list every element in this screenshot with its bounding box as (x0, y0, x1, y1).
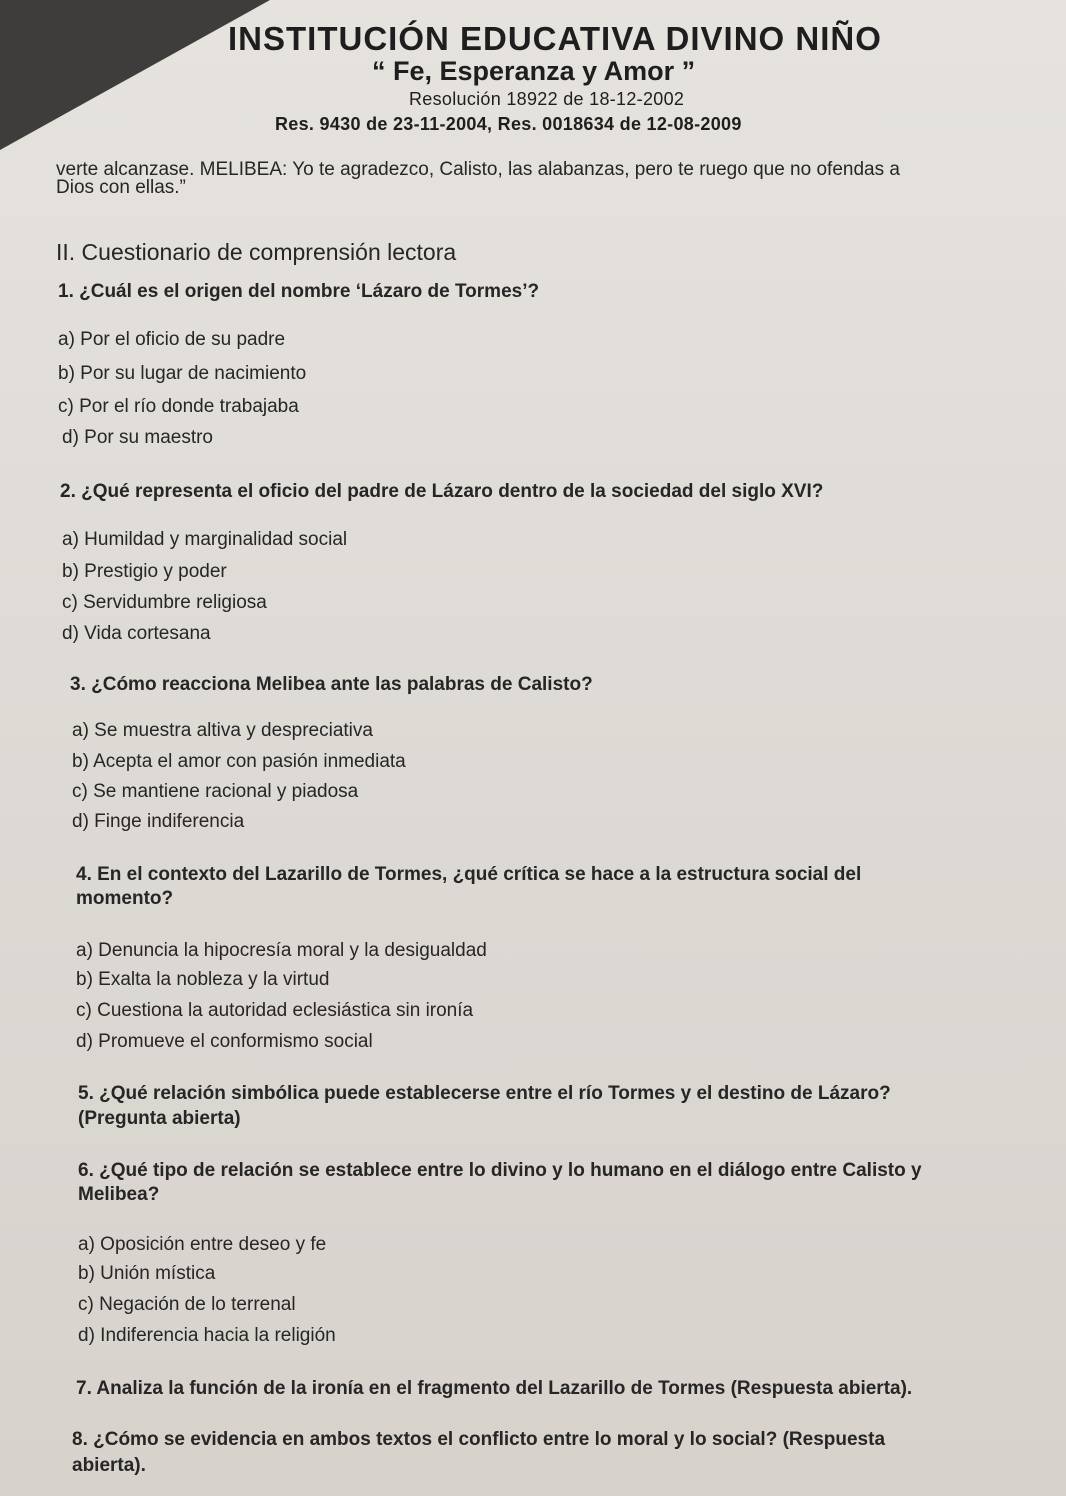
institution-name: INSTITUCIÓN EDUCATIVA DIVINO NIÑO (228, 20, 882, 57)
q3-option-c: c) Se mantiene racional y piadosa (72, 781, 359, 802)
question-2: 2. ¿Qué representa el oficio del padre de Lázaro dentro de la sociedad del siglo XVI? (60, 481, 824, 502)
q1-option-a: a) Por el oficio de su padre (58, 329, 286, 350)
question-6-line-1: 6. ¿Qué tipo de relación se establece entre lo divino y lo humano en el diálogo entre Calisto y (78, 1160, 922, 1181)
question-8-line-1: 8. ¿Cómo se evidencia en ambos textos el conflicto entre lo moral y lo social? (Respuesta (72, 1429, 886, 1450)
q6-option-b: b) Unión mística (78, 1263, 216, 1284)
q2-option-b: b) Prestigio y poder (62, 561, 227, 582)
intro-text-line-2: Dios con ellas.” (56, 177, 186, 198)
q3-option-b: b) Acepta el amor con pasión inmediata (72, 751, 406, 772)
q3-option-d: d) Finge indiferencia (72, 811, 245, 832)
q2-option-d: d) Vida cortesana (62, 623, 211, 644)
question-4-line-2: momento? (76, 888, 174, 909)
q4-option-c: c) Cuestiona la autoridad eclesiástica sin ironía (76, 1000, 474, 1021)
question-3: 3. ¿Cómo reacciona Melibea ante las palabras de Calisto? (70, 674, 593, 695)
resolution-line-2: Res. 9430 de 23-11-2004, Res. 0018634 de 12-08-2009 (275, 114, 742, 134)
section-title: II. Cuestionario de comprensión lectora (56, 239, 457, 265)
q1-option-d: d) Por su maestro (62, 427, 213, 448)
q2-option-a: a) Humildad y marginalidad social (62, 529, 348, 550)
q6-option-d: d) Indiferencia hacia la religión (78, 1325, 336, 1346)
question-7: 7. Analiza la función de la ironía en el fragmento del Lazarillo de Tormes (Respuesta abierta). (76, 1378, 913, 1399)
resolution-line-1: Resolución 18922 de 18-12-2002 (409, 89, 685, 109)
question-5-line-2: (Pregunta abierta) (78, 1108, 241, 1129)
question-8-line-2: abierta). (72, 1455, 146, 1476)
q6-option-a: a) Oposición entre deseo y fe (78, 1234, 327, 1255)
q1-option-c: c) Por el río donde trabajaba (58, 396, 299, 417)
institution-motto: “ Fe, Esperanza y Amor ” (372, 56, 696, 86)
intro-text-line-1: verte alcanzase. MELIBEA: Yo te agradezco, Calisto, las alabanzas, pero te ruego que no ofendas a (56, 159, 900, 180)
q3-option-a: a) Se muestra altiva y despreciativa (72, 720, 373, 741)
question-5-line-1: 5. ¿Qué relación simbólica puede establecerse entre el río Tormes y el destino de Lázaro? (78, 1083, 891, 1104)
q2-option-c: c) Servidumbre religiosa (62, 592, 267, 613)
q4-option-d: d) Promueve el conformismo social (76, 1031, 373, 1052)
q4-option-a: a) Denuncia la hipocresía moral y la desigualdad (76, 940, 487, 961)
question-6-line-2: Melibea? (78, 1184, 160, 1205)
q4-option-b: b) Exalta la nobleza y la virtud (76, 969, 330, 990)
question-1: 1. ¿Cuál es el origen del nombre ‘Lázaro de Tormes’? (58, 281, 540, 302)
q6-option-c: c) Negación de lo terrenal (78, 1294, 296, 1315)
q1-option-b: b) Por su lugar de nacimiento (58, 363, 307, 384)
question-4-line-1: 4. En el contexto del Lazarillo de Tormes, ¿qué crítica se hace a la estructura social del (76, 864, 862, 885)
